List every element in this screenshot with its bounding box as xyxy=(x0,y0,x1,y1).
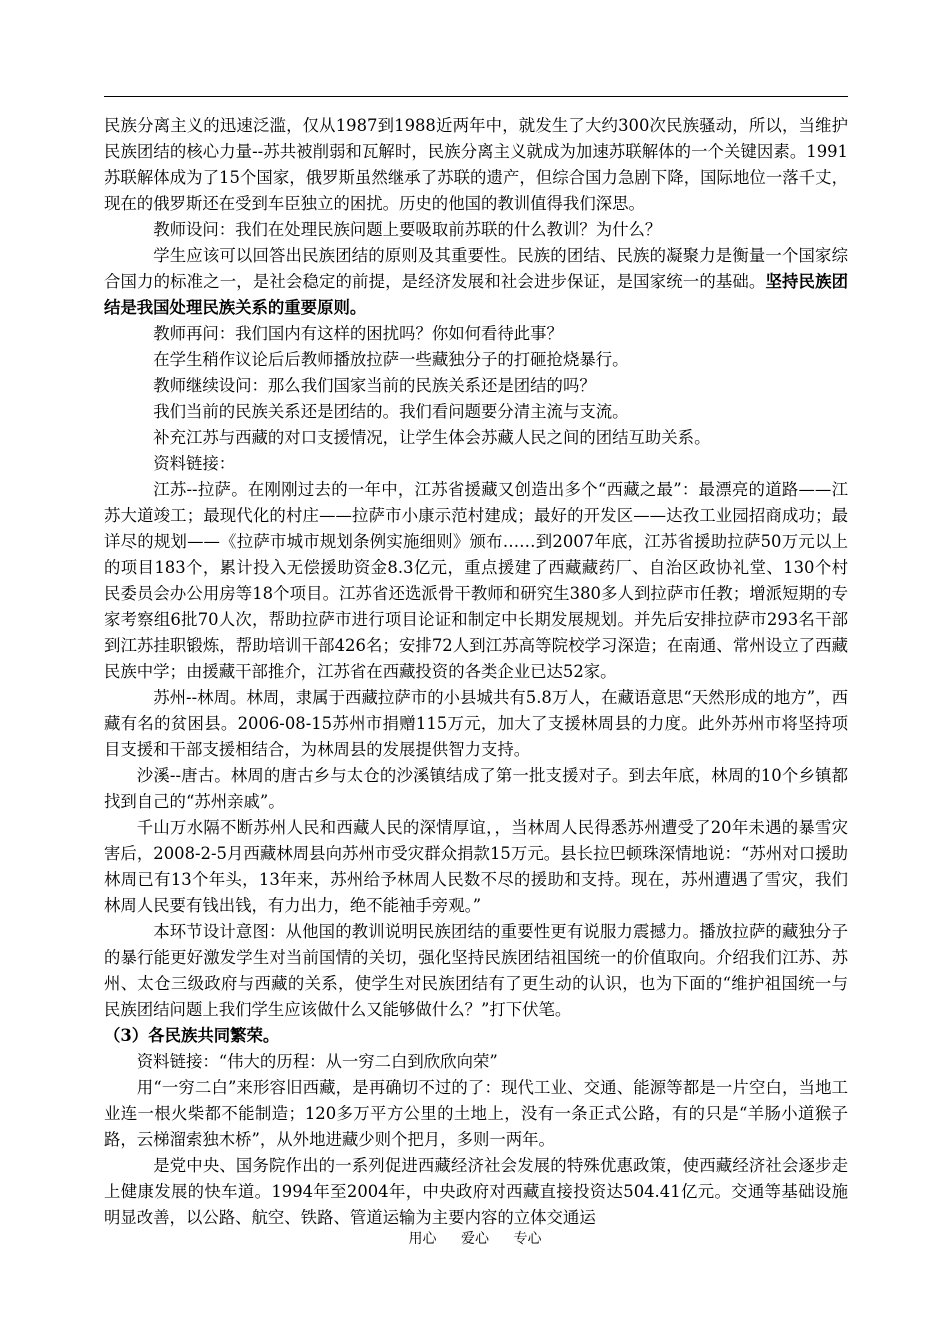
paragraph: 教师设问：我们在处理民族问题上要吸取前苏联的什么教训？为什么？ xyxy=(153,220,662,239)
paragraph: 沙溪--唐古。林周的唐古乡与太仓的沙溪镇结成了第一批支援对子。到去年底，林周的10个乡镇都找到自己的“苏州亲戚”。 xyxy=(104,766,848,811)
paragraph: 是党中央、国务院作出的一系列促进西藏经济社会发展的特殊优惠政策，使西藏经济社会逐步走上健康发展的快车道。1994年至2004年，中央政府对西藏直接投资达504.41亿元。交通等基础设施明显改善，以公路、航空、铁路、管道运输为主要内容的立体交通运 xyxy=(104,1156,848,1227)
paragraph: 教师再问：我们国内有这样的困扰吗？你如何看待此事？ xyxy=(153,324,563,343)
paragraph: 教师继续设问：那么我们国家当前的民族关系还是团结的吗？ xyxy=(153,376,596,395)
footer-item: 爱心 xyxy=(461,1231,489,1247)
paragraph: 江苏--拉萨。在刚刚过去的一年中，江苏省援藏又创造出多个“西藏之最”：最漂亮的道路——江苏大道竣工；最现代化的村庄——拉萨市小康示范村建成；最好的开发区——达孜工业园招商成功；最详尽的规划——《拉萨市城市规划条例实施细则》颁布……到2007年底，江苏省援助拉萨50万元以上的项目183个，累计投入无偿援助资金8.3亿元，重点援建了西藏藏药厂、自治区政协礼堂、130个村民委员会办公用房等18个项目。江苏省还选派骨干教师和研究生380多人到拉萨市任教；增派短期的专家考察组6批70人次，帮助拉萨市进行项目论证和制定中长期发展规划。并先后安排拉萨市293名干部到江苏挂职锻炼，帮助培训干部426名；安排72人到江苏高等院校学习深造；在南通、常州设立了西藏民族中学；由援藏干部推介，江苏省在西藏投资的各类企业已达52家。 xyxy=(104,480,848,681)
page-footer xyxy=(0,1228,950,1248)
footer-item: 用心 xyxy=(408,1231,437,1247)
paragraph xyxy=(104,243,848,321)
paragraph: 资料链接：“伟大的历程：从一穷二白到欣欣向荣” xyxy=(136,1052,498,1071)
section-heading: （3）各民族共同繁荣。 xyxy=(104,1026,280,1045)
header-rule xyxy=(104,96,848,97)
paragraph: 我们当前的民族关系还是团结的。我们看问题要分清主流与支流。 xyxy=(153,402,629,421)
paragraph: 补充江苏与西藏的对口支援情况，让学生体会苏藏人民之间的团结互助关系。 xyxy=(153,428,711,447)
footer-item: 专心 xyxy=(513,1231,542,1247)
paragraph-text: 学生应该可以回答出民族团结的原则及其重要性。民族的团结、民族的凝聚力是衡量一个国家综合国力的标准之一，是社会稳定的前提，是经济发展和社会进步保证，是国家统一的基础。 xyxy=(104,246,848,291)
bold-principle: 坚持民族团结是我国处理民族关系的重要原则。 xyxy=(104,272,849,317)
paragraph: 在学生稍作议论后后教师播放拉萨一些藏独分子的打砸抢烧暴行。 xyxy=(153,350,629,369)
paragraph: 本环节设计意图：从他国的教训说明民族团结的重要性更有说服力震撼力。播放拉萨的藏独分子的暴行能更好激发学生对当前国情的关切，强化坚持民族团结祖国统一的价值取向。介绍我们江苏、苏州、太仓三级政府与西藏的关系，使学生对民族团结有了更生动的认识，也为下面的“维护祖国统一与民族团结问题上我们学生应该做什么又能够做什么？”打下伏笔。 xyxy=(104,922,848,1019)
paragraph: 民族分离主义的迅速泛滥，仅从1987到1988近两年中，就发生了大约300次民族骚动，所以，当维护民族团结的核心力量--苏共被削弱和瓦解时，民族分离主义就成为加速苏联解体的一个关键因素。1991苏联解体成为了15个国家，俄罗斯虽然继承了苏联的遗产，但综合国力急剧下降，国际地位一落千丈，现在的俄罗斯还在受到车臣独立的困扰。历史的他国的教训值得我们深思。 xyxy=(104,116,848,213)
document-body xyxy=(104,113,848,1231)
paragraph: 千山万水隔不断苏州人民和西藏人民的深情厚谊，，当林周人民得悉苏州遭受了20年未遇的暴雪灾害后，2008-2-5月西藏林周县向苏州市受灾群众捐款15万元。县长拉巴顿珠深情地说：“苏州对口援助林周已有13个年头，13年来，苏州给予林周人民数不尽的援助和支持。现在，苏州遭遇了雪灾，我们林周人民要有钱出钱，有力出力，绝不能袖手旁观。” xyxy=(104,818,848,915)
paragraph: 用“一穷二白”来形容旧西藏，是再确切不过的了：现代工业、交通、能源等都是一片空白，当地工业连一根火柴都不能制造；120多万平方公里的土地上，没有一条正式公路，有的只是“羊肠小道猴子路，云梯溜索独木桥”，从外地进藏少则个把月，多则一两年。 xyxy=(104,1078,848,1149)
paragraph: 苏州--林周。林周，隶属于西藏拉萨市的小县城共有5.8万人，在藏语意思“天然形成的地方”，西藏有名的贫困县。2006-08-15苏州市捐赠115万元，加大了支援林周县的力度。此外苏州市将坚持项目支援和干部支援相结合，为林周县的发展提供智力支持。 xyxy=(104,688,848,759)
paragraph: 资料链接： xyxy=(153,454,236,473)
